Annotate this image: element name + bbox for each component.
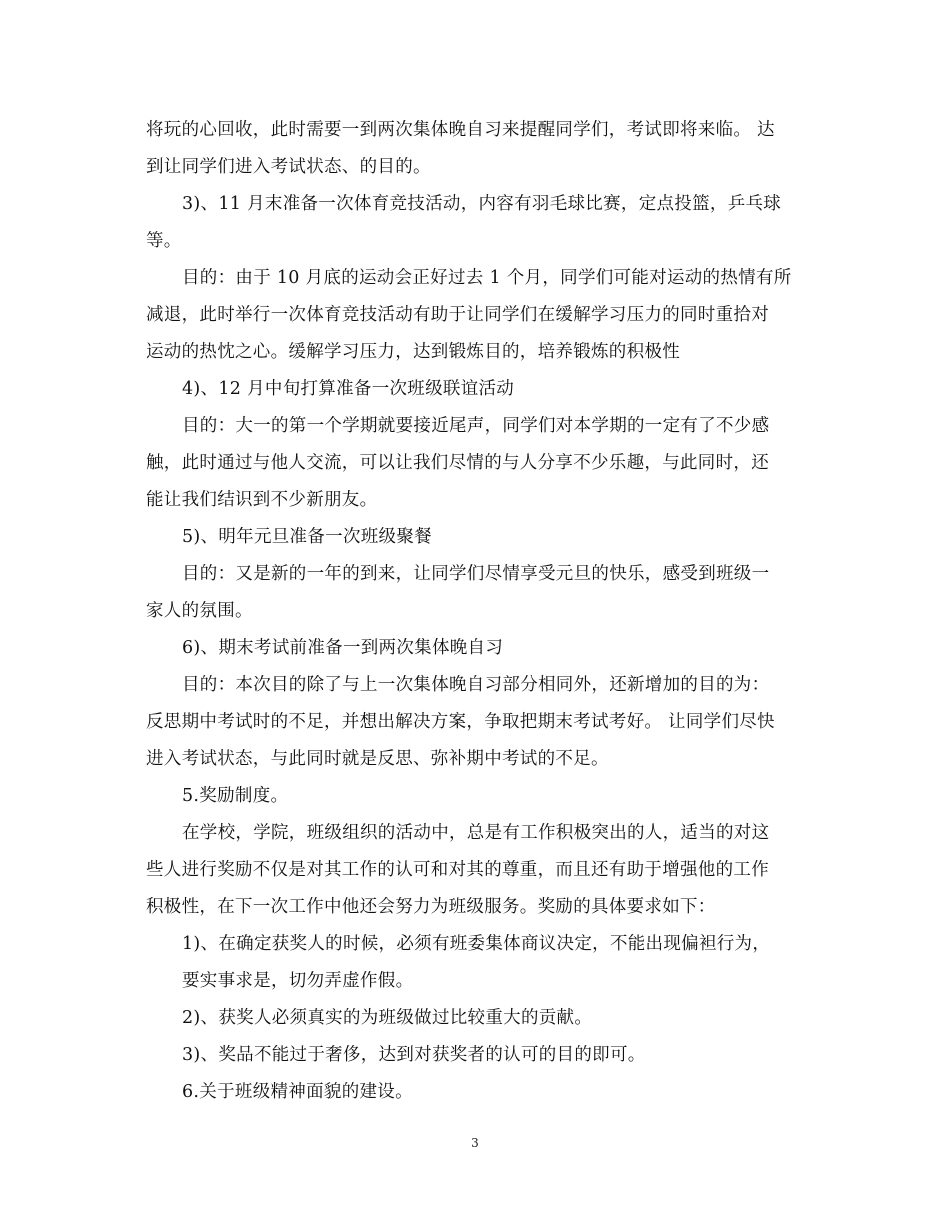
text-line: 4)、12 月中旬打算准备一次班级联谊活动 <box>182 379 515 399</box>
text-line: 能让我们结识到不少新朋友。 <box>146 490 378 510</box>
text-line: 目的：本次目的除了与上一次集体晚自习部分相同外，还新增加的目的为： <box>182 675 770 695</box>
text-line: 将玩的心回收，此时需要一到两次集体晚自习来提醒同学们，考试即将来临。 达 <box>146 120 775 140</box>
text-line: 进入考试状态，与此同时就是反思、弥补期中考试的不足。 <box>146 749 609 769</box>
text-line: 在学校，学院，班级组织的活动中，总是有工作积极突出的人，适当的对这 <box>182 823 770 843</box>
text-line: 5.奖励制度。 <box>182 786 289 806</box>
text-line: 5)、明年元旦准备一次班级聚餐 <box>182 527 432 547</box>
text-line: 积极性，在下一次工作中他还会努力为班级服务。奖励的具体要求如下： <box>146 897 716 917</box>
text-line: 目的：大一的第一个学期就要接近尾声，同学们对本学期的一定有了不少感 <box>182 416 770 436</box>
text-line: 等。 <box>146 231 182 251</box>
text-line: 要实事求是，切勿弄虚作假。 <box>182 971 414 991</box>
text-line: 6)、期末考试前准备一到两次集体晚自习 <box>182 638 504 658</box>
text-line: 3)、奖品不能过于奢侈，达到对获奖者的认可的目的即可。 <box>182 1045 646 1065</box>
text-line: 反思期中考试时的不足，并想出解决方案，争取把期末考试考好。 让同学们尽快 <box>146 712 775 732</box>
text-line: 2)、获奖人必须真实的为班级做过比较重大的贡献。 <box>182 1008 593 1028</box>
text-line: 3)、11 月末准备一次体育竞技活动，内容有羽毛球比赛，定点投篮，乒乓球 <box>182 194 782 214</box>
text-line: 6.关于班级精神面貌的建设。 <box>182 1082 413 1102</box>
page-number: 3 <box>471 1136 479 1150</box>
document-body <box>146 112 806 1111</box>
text-line: 1)、在确定获奖人的时候，必须有班委集体商议决定，不能出现偏袒行为， <box>182 934 771 954</box>
text-line: 目的：又是新的一年的到来，让同学们尽情享受元旦的快乐，感受到班级一 <box>182 564 770 584</box>
text-line: 触，此时通过与他人交流，可以让我们尽情的与人分享不少乐趣，与此同时，还 <box>146 453 769 473</box>
text-line: 到让同学们进入考试状态、的目的。 <box>146 157 431 177</box>
text-line: 目的：由于 10 月底的运动会正好过去 1 个月，同学们可能对运动的热情有所 <box>182 268 792 288</box>
text-line: 些人进行奖励不仅是对其工作的认可和对其的尊重，而且还有助于增强他的工作 <box>146 860 769 880</box>
text-line: 运动的热忱之心。缓解学习压力，达到锻炼目的，培养锻炼的积极性 <box>146 342 680 362</box>
text-line: 减退，此时举行一次体育竞技活动有助于让同学们在缓解学习压力的同时重拾对 <box>146 305 769 325</box>
text-line: 家人的氛围。 <box>146 601 253 621</box>
